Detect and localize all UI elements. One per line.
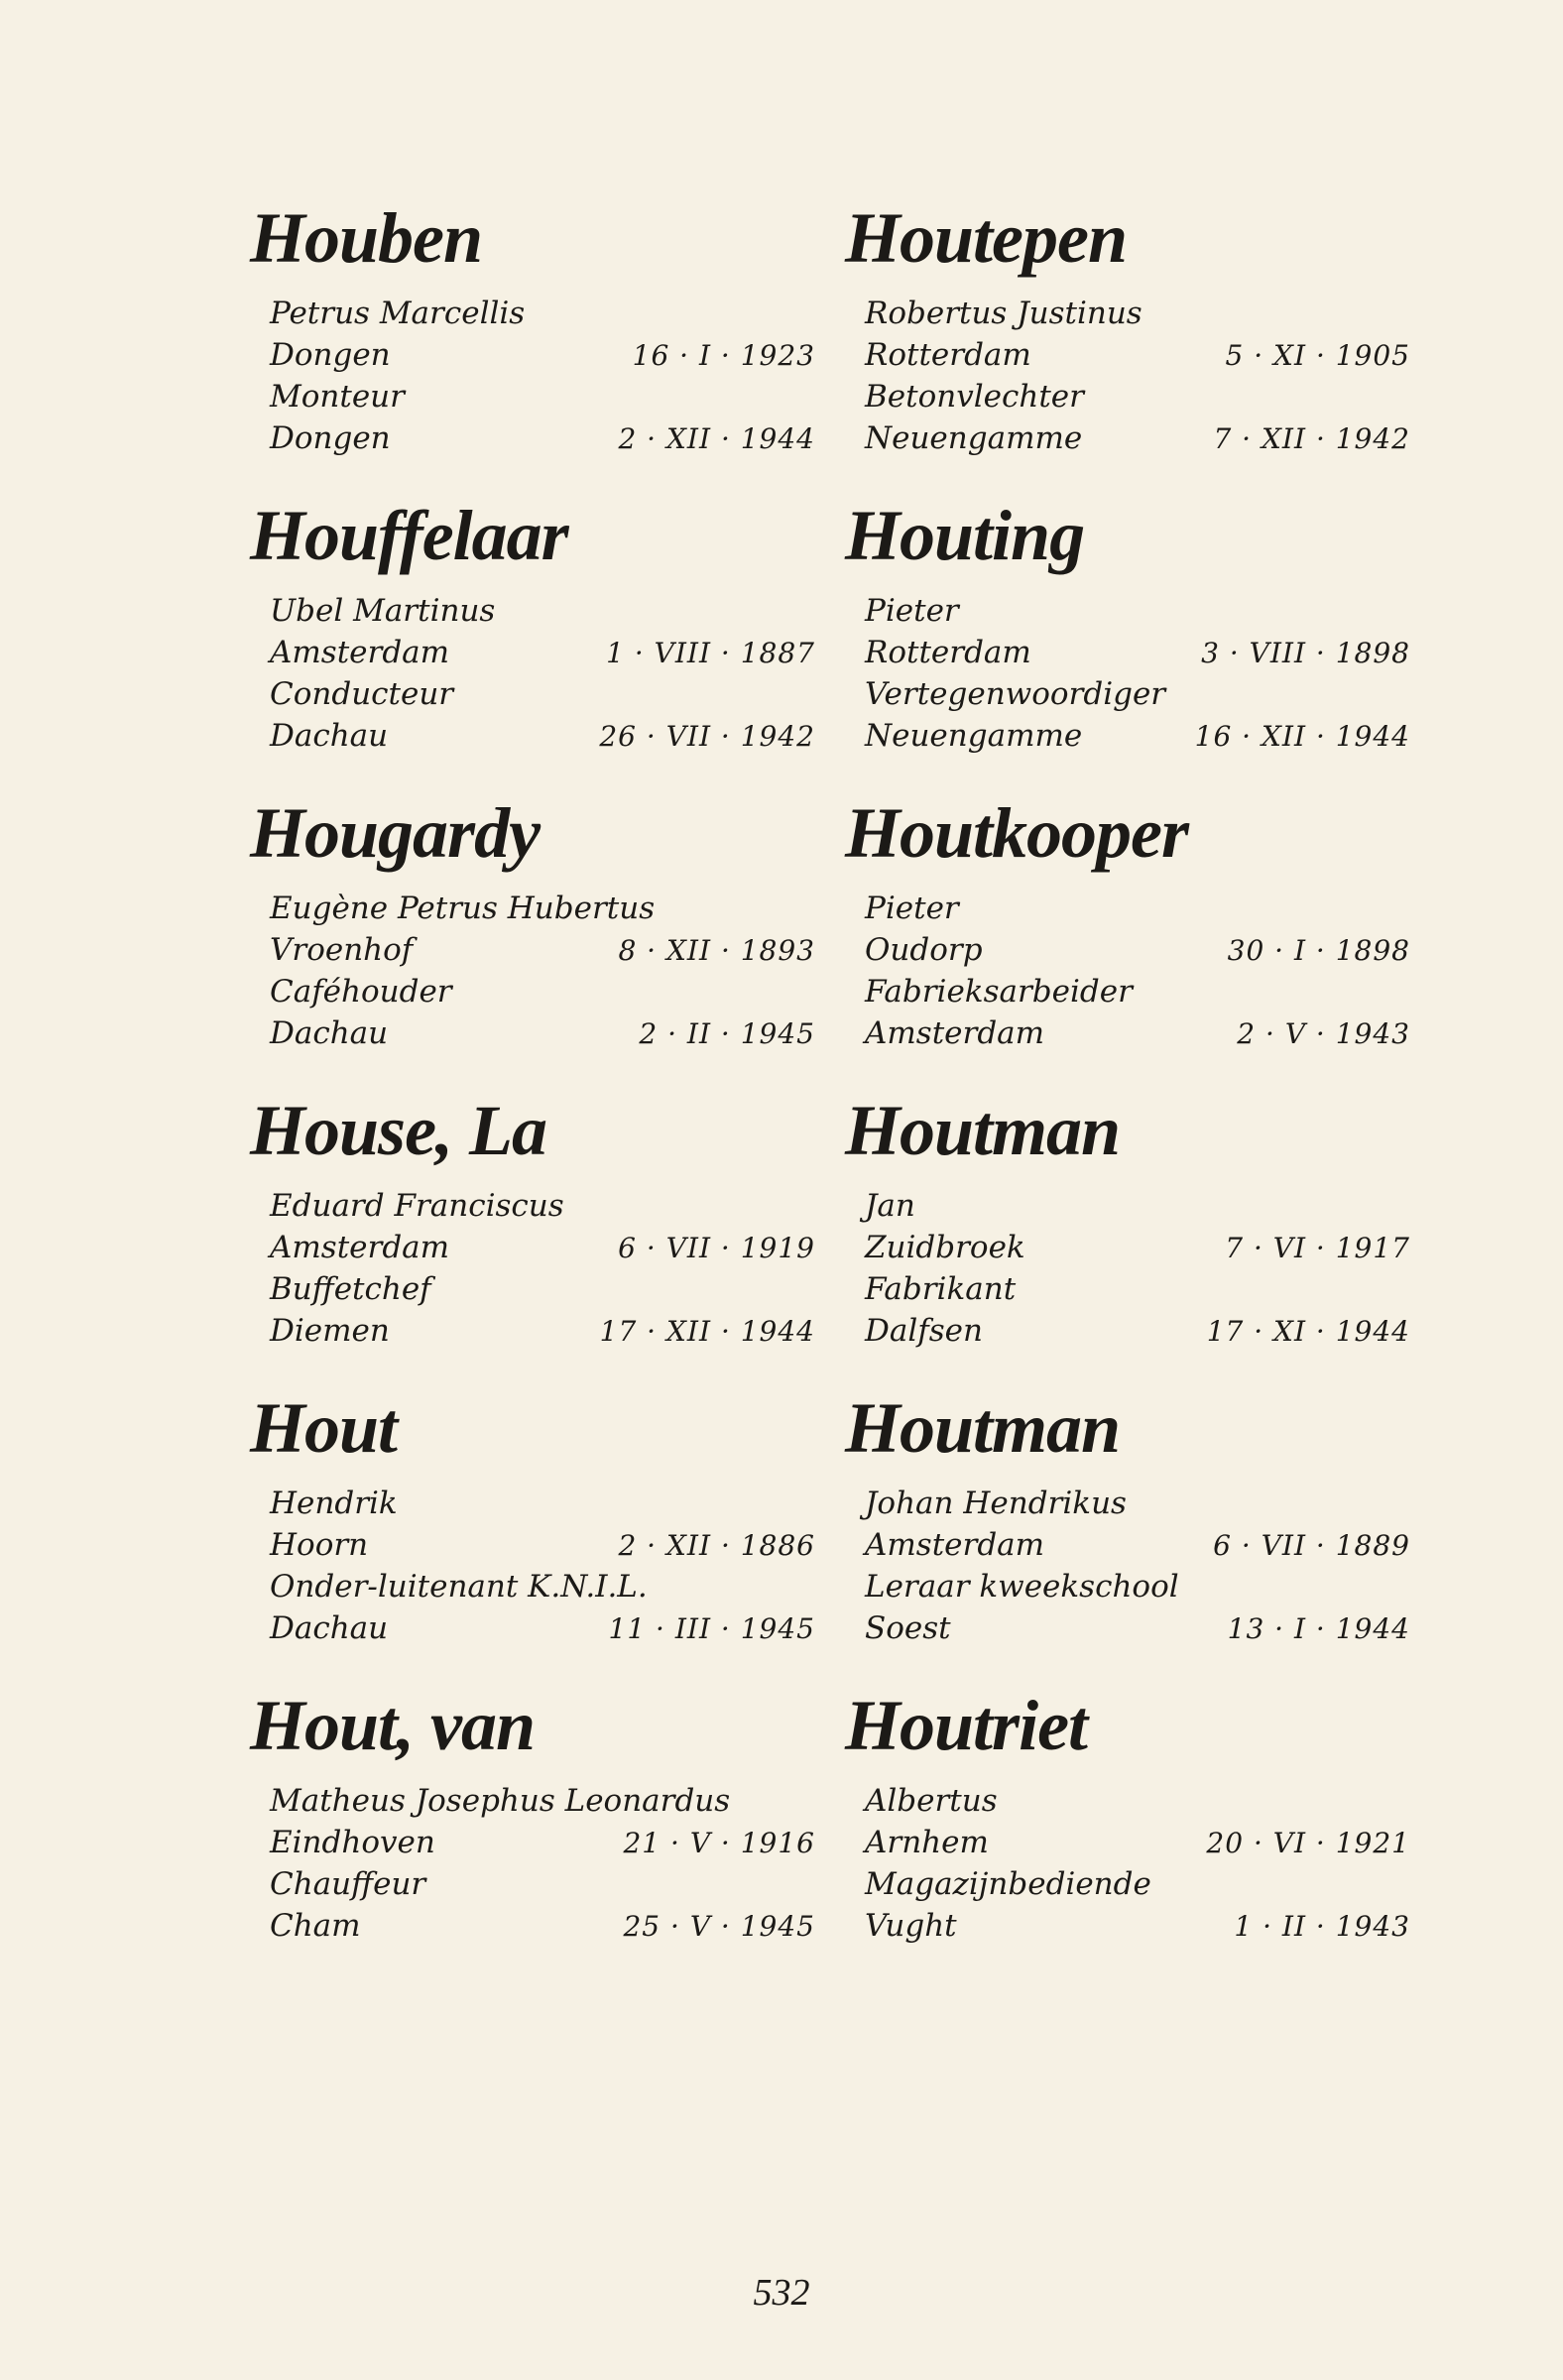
birth-row — [855, 1822, 1410, 1863]
given-names: Petrus Marcellis — [270, 296, 526, 331]
surname: Hout — [250, 1388, 398, 1468]
birth-row — [260, 1524, 815, 1566]
occupation: Monteur — [270, 379, 405, 415]
death-row — [260, 1310, 815, 1352]
birth-row — [260, 929, 815, 971]
death-date: 11 · III · 1945 — [608, 1612, 815, 1645]
given-names-row — [260, 888, 815, 929]
death-place: Dachau — [270, 1015, 389, 1051]
entry — [250, 193, 815, 491]
given-names-row — [260, 590, 815, 632]
occupation-row — [855, 673, 1410, 715]
birth-place: Rotterdam — [865, 635, 1031, 670]
death-date: 7 · XII · 1942 — [1213, 422, 1410, 455]
occupation: Chauffeur — [270, 1866, 426, 1902]
given-names-row — [855, 1483, 1410, 1524]
death-row — [260, 417, 815, 459]
death-place: Soest — [865, 1610, 951, 1646]
death-place: Vught — [865, 1908, 957, 1944]
occupation: Magazijnbediende — [865, 1866, 1151, 1902]
given-names: Albertus — [865, 1783, 998, 1819]
birth-place: Dongen — [270, 337, 391, 373]
occupation: Vertegenwoordiger — [865, 676, 1166, 712]
death-row — [260, 715, 815, 757]
entry — [250, 1086, 815, 1383]
death-place: Dachau — [270, 718, 389, 754]
death-row — [260, 1905, 815, 1947]
birth-row — [260, 1227, 815, 1268]
birth-row — [855, 1227, 1410, 1268]
occupation: Buffetchef — [270, 1271, 431, 1307]
occupation: Fabrikant — [865, 1271, 1017, 1307]
death-place: Cham — [270, 1908, 361, 1944]
birth-row — [260, 334, 815, 376]
entry — [845, 491, 1410, 788]
occupation-row — [260, 971, 815, 1012]
given-names: Robertus Justinus — [865, 296, 1142, 331]
death-row — [855, 1607, 1410, 1649]
surname: Houben — [250, 198, 483, 278]
birth-place: Oudorp — [865, 932, 983, 968]
birth-place: Amsterdam — [865, 1527, 1045, 1563]
surname: Houtriet — [845, 1686, 1088, 1765]
birth-row — [260, 1822, 815, 1863]
death-date: 26 · VII · 1942 — [599, 720, 815, 753]
occupation: Onder-luitenant K.N.I.L. — [270, 1569, 648, 1605]
occupation-row — [855, 376, 1410, 417]
birth-row — [855, 334, 1410, 376]
death-place: Dalfsen — [865, 1313, 983, 1349]
given-names: Pieter — [865, 891, 959, 926]
death-row — [260, 1012, 815, 1054]
occupation-row — [260, 1566, 815, 1607]
death-row — [260, 1607, 815, 1649]
given-names-row — [260, 1185, 815, 1227]
occupation: Fabrieksarbeider — [865, 974, 1133, 1010]
entry — [250, 788, 815, 1086]
death-place: Diemen — [270, 1313, 390, 1349]
surname: Houffelaar — [250, 496, 568, 575]
column-left — [250, 193, 815, 1978]
death-row — [855, 1012, 1410, 1054]
birth-date: 30 · I · 1898 — [1227, 934, 1410, 967]
surname: Hougardy — [250, 793, 541, 873]
given-names-row — [855, 888, 1410, 929]
page-number: 532 — [753, 2272, 810, 2314]
death-row — [855, 1310, 1410, 1352]
death-place: Amsterdam — [865, 1015, 1045, 1051]
occupation-row — [855, 1863, 1410, 1905]
occupation-row — [855, 971, 1410, 1012]
birth-place: Zuidbroek — [865, 1230, 1025, 1265]
birth-place: Vroenhof — [270, 932, 414, 968]
birth-date: 8 · XII · 1893 — [618, 934, 815, 967]
given-names-row — [260, 293, 815, 334]
death-date: 2 · II · 1945 — [639, 1017, 815, 1050]
death-row — [855, 715, 1410, 757]
given-names-row — [855, 293, 1410, 334]
entry — [250, 1681, 815, 1978]
given-names: Johan Hendrikus — [865, 1486, 1127, 1521]
birth-row — [260, 632, 815, 673]
death-date: 25 · V · 1945 — [623, 1910, 815, 1943]
birth-date: 1 · VIII · 1887 — [606, 637, 815, 669]
birth-row — [855, 929, 1410, 971]
entry — [845, 193, 1410, 491]
entry — [845, 1383, 1410, 1681]
death-place: Neuengamme — [865, 420, 1083, 456]
entry — [845, 1086, 1410, 1383]
occupation-row — [260, 376, 815, 417]
occupation: Leraar kweekschool — [865, 1569, 1179, 1605]
death-date: 17 · XI · 1944 — [1206, 1315, 1410, 1348]
surname: Houting — [845, 496, 1085, 575]
birth-place: Rotterdam — [865, 337, 1031, 373]
surname: Houtkooper — [845, 793, 1189, 873]
birth-place: Amsterdam — [270, 635, 450, 670]
birth-row — [855, 1524, 1410, 1566]
birth-place: Arnhem — [865, 1825, 989, 1860]
birth-date: 3 · VIII · 1898 — [1201, 637, 1410, 669]
surname: Houtepen — [845, 198, 1128, 278]
given-names-row — [260, 1483, 815, 1524]
death-row — [855, 1905, 1410, 1947]
surname: Houtman — [845, 1091, 1121, 1170]
birth-date: 2 · XII · 1886 — [618, 1529, 815, 1562]
birth-date: 5 · XI · 1905 — [1225, 339, 1410, 372]
given-names: Hendrik — [270, 1486, 398, 1521]
death-place: Dachau — [270, 1610, 389, 1646]
birth-date: 7 · VI · 1917 — [1225, 1232, 1410, 1264]
occupation: Caféhouder — [270, 974, 452, 1010]
surname: House, La — [250, 1091, 547, 1170]
death-date: 1 · II · 1943 — [1234, 1910, 1410, 1943]
given-names: Pieter — [865, 593, 959, 629]
birth-date: 6 · VII · 1919 — [618, 1232, 815, 1264]
death-date: 17 · XII · 1944 — [599, 1315, 815, 1348]
death-date: 16 · XII · 1944 — [1194, 720, 1410, 753]
occupation-row — [260, 1863, 815, 1905]
column-right — [845, 193, 1410, 1978]
given-names: Ubel Martinus — [270, 593, 496, 629]
given-names: Eduard Franciscus — [270, 1188, 564, 1224]
given-names-row — [855, 1780, 1410, 1822]
death-date: 13 · I · 1944 — [1227, 1612, 1410, 1645]
death-date: 2 · V · 1943 — [1237, 1017, 1410, 1050]
surname: Hout, van — [250, 1686, 536, 1765]
death-row — [855, 417, 1410, 459]
occupation-row — [260, 673, 815, 715]
occupation: Betonvlechter — [865, 379, 1084, 415]
entry — [845, 788, 1410, 1086]
given-names: Matheus Josephus Leonardus — [270, 1783, 731, 1819]
given-names-row — [855, 1185, 1410, 1227]
entry — [250, 491, 815, 788]
death-date: 2 · XII · 1944 — [618, 422, 815, 455]
birth-row — [855, 632, 1410, 673]
death-place: Dongen — [270, 420, 391, 456]
birth-date: 6 · VII · 1889 — [1213, 1529, 1410, 1562]
occupation: Conducteur — [270, 676, 454, 712]
surname: Houtman — [845, 1388, 1121, 1468]
given-names: Jan — [865, 1188, 915, 1224]
birth-date: 20 · VI · 1921 — [1206, 1827, 1410, 1859]
given-names: Eugène Petrus Hubertus — [270, 891, 656, 926]
birth-date: 16 · I · 1923 — [632, 339, 815, 372]
occupation-row — [855, 1268, 1410, 1310]
entry — [845, 1681, 1410, 1978]
given-names-row — [260, 1780, 815, 1822]
entry — [250, 1383, 815, 1681]
birth-place: Eindhoven — [270, 1825, 435, 1860]
death-place: Neuengamme — [865, 718, 1083, 754]
given-names-row — [855, 590, 1410, 632]
occupation-row — [855, 1566, 1410, 1607]
birth-date: 21 · V · 1916 — [623, 1827, 815, 1859]
birth-place: Amsterdam — [270, 1230, 450, 1265]
birth-place: Hoorn — [270, 1527, 369, 1563]
occupation-row — [260, 1268, 815, 1310]
